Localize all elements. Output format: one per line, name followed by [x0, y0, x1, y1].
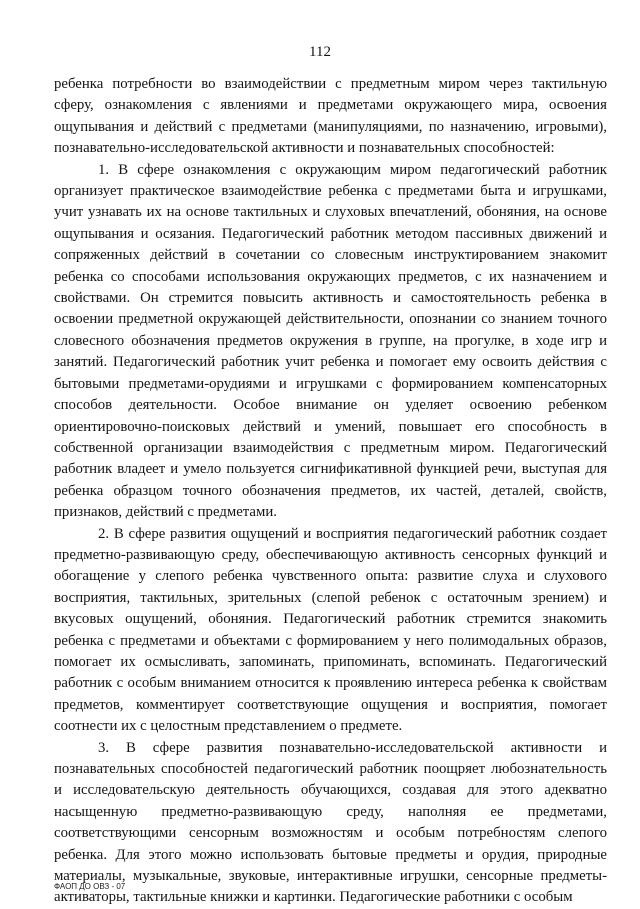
document-body [54, 74, 607, 909]
paragraph-1-familiarization: 1. В сфере ознакомления с окружающим миром педагогический работник организует практическое взаимодействие ребенка с предметами быта и игрушками, учит узнавать их на основе тактильных и слуховых впечатлений, обоняния, на основе ощупывания и осязания. Педагогический работник методом пассивных движений и сопряженных действий в сочетании со словесным инструктированием знакомит ребенка со способами использования окружающих предметов, с их назначением и свойствами. Он стремится повысить активность и самостоятельность ребенка в освоении предметной окружающей действительности, опознании со знанием точного словесного обозначения предметов окружения в группе, на прогулке, в ходе игр и занятий. Педагогический работник учит ребенка и помогает ему освоить действия с бытовыми предметами-орудиями и игрушками с формированием компенсаторных способов деятельности. Особое внимание он уделяет освоению ребенком ориентировочно-поисковых действий и умений, повышает его способность в собственной организации взаимодействия с предметным миром. Педагогический работник владеет и умело пользуется сигнификативной функцией речи, выступая для ребенка образцом точного обозначения предметов, их частей, деталей, свойств, признаков, действий с предметами. [54, 161, 607, 521]
page-number: 112 [309, 44, 331, 60]
document-footer: ФАОП ДО ОВЗ - 07 [54, 882, 126, 891]
paragraph-continuation: ребенка потребности во взаимодействии с предметным миром через тактильную сферу, ознакомления с явлениями и предметами окружающего мира, освоения ощупывания и действий с предметами (манипуляциями, по назначению, игровыми), познавательно-исследовательской активности и познавательных способностей: [54, 76, 607, 157]
paragraph-3-cognitive: 3. В сфере развития познавательно-исследовательской активности и познавательных способностей педагогический работник поощряет любознательность и исследовательскую деятельность обучающихся, создавая для этого адекватно насыщенную предметно-развивающую среду, наполняя ее предметами, соответствующими сенсорным возможностям и особым потребностям слепого ребенка. Для этого можно использовать бытовые предметы и орудия, природные материалы, музыкальные, звуковые, интерактивные игрушки, сенсорные предметы-активаторы, тактильные книжки и картинки. Педагогические работники с особым [54, 739, 607, 906]
paragraph-2-sensations: 2. В сфере развития ощущений и восприятия педагогический работник создает предметно-развивающую среду, обеспечивающую активность сенсорных функций и обогащение у слепого ребенка чувственного опыта: развитие слуха и слухового восприятия, тактильных, зрительных (слепой ребенок с остаточным зрением) и вкусовых ощущений, обоняния. Педагогический работник стремится знакомить ребенка с предметами и объектами с формированием у него полимодальных образов, помогает их осмысливать, запоминать, припоминать, вспоминать. Педагогический работник с особым вниманием относится к проявлению интереса ребенка к свойствам предметов, комментирует соответствующие ощущения и восприятия, помогает соотнести их с целостным представлением о предмете. [54, 525, 607, 735]
